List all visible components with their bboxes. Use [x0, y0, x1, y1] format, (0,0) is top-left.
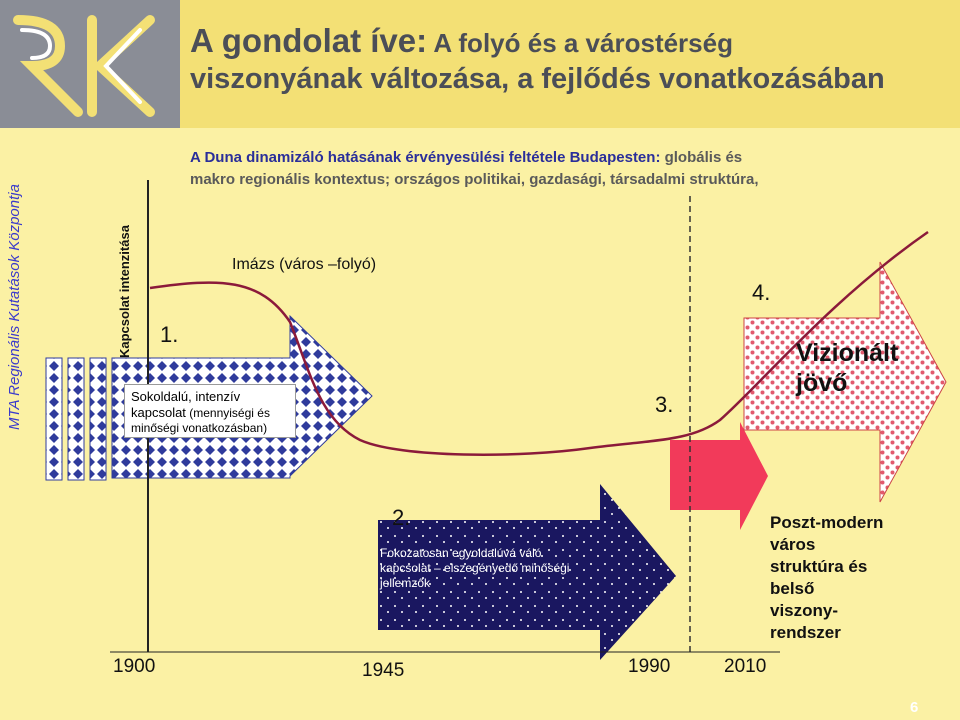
stage1-pattern-columns — [46, 358, 106, 480]
intro-line1-dark: globális és — [660, 149, 743, 166]
year-2010: 2010 — [724, 656, 767, 677]
title-line2: viszonyának változása, a fejlődés vonatkozásában — [190, 63, 885, 96]
year-1945: 1945 — [362, 660, 405, 681]
stage-3-number: 3. — [655, 392, 674, 417]
intro-line2: makro regionális kontextus; országos politikai, gazdasági, társadalmi struktúra, — [190, 170, 759, 188]
stage-1-number: 1. — [160, 322, 179, 347]
post-line5: viszony- — [770, 601, 839, 621]
post-line4: belső — [770, 579, 815, 599]
intro-line1-blue: A Duna dinamizáló hatásának érvényesülési feltétele Budapesten: — [190, 149, 661, 166]
post-line6: rendszer — [770, 623, 841, 643]
stage-2-number: 2. — [392, 505, 411, 530]
postmodern-text — [770, 512, 883, 645]
stage-4-number: 4. — [752, 280, 771, 305]
box2-line2: kapcsolat – elszegényedő minőségi — [380, 561, 570, 575]
y-axis-label: Kapcsolat intenzitása — [117, 225, 132, 358]
curve-label: Imázs (város –folyó) — [232, 256, 377, 273]
year-1990: 1990 — [628, 656, 671, 677]
box2-line3: jellemzők — [380, 576, 431, 590]
post-line2: város — [770, 535, 816, 555]
future-label — [796, 338, 898, 398]
box2-line1: Fokozatosan egyoldalúvá váló — [380, 546, 542, 560]
box1-line2b: (mennyiségi és — [185, 405, 270, 420]
stage1-description-box — [124, 384, 296, 438]
title-lead: A gondolat íve: — [190, 22, 428, 59]
future-line1: Vizionált — [796, 339, 899, 367]
title-rest: A folyó és a várostérség — [427, 28, 733, 58]
box1-line3: minőségi vonatkozásban) — [131, 421, 268, 436]
post-line3: struktúra és — [770, 557, 868, 577]
box1-line2a: kapcsolat — [131, 404, 186, 420]
stage3-arrow — [670, 422, 768, 530]
box1-line1: Sokoldalú, intenzív — [131, 389, 241, 404]
post-line1: Poszt-modern — [770, 513, 884, 532]
page-number: 6 — [910, 699, 919, 716]
future-line2: jövő — [796, 369, 848, 397]
year-1900: 1900 — [113, 656, 156, 677]
side-institution-label: MTA Regionális Kutatások Központja — [6, 184, 23, 430]
stage2-description — [380, 546, 610, 591]
